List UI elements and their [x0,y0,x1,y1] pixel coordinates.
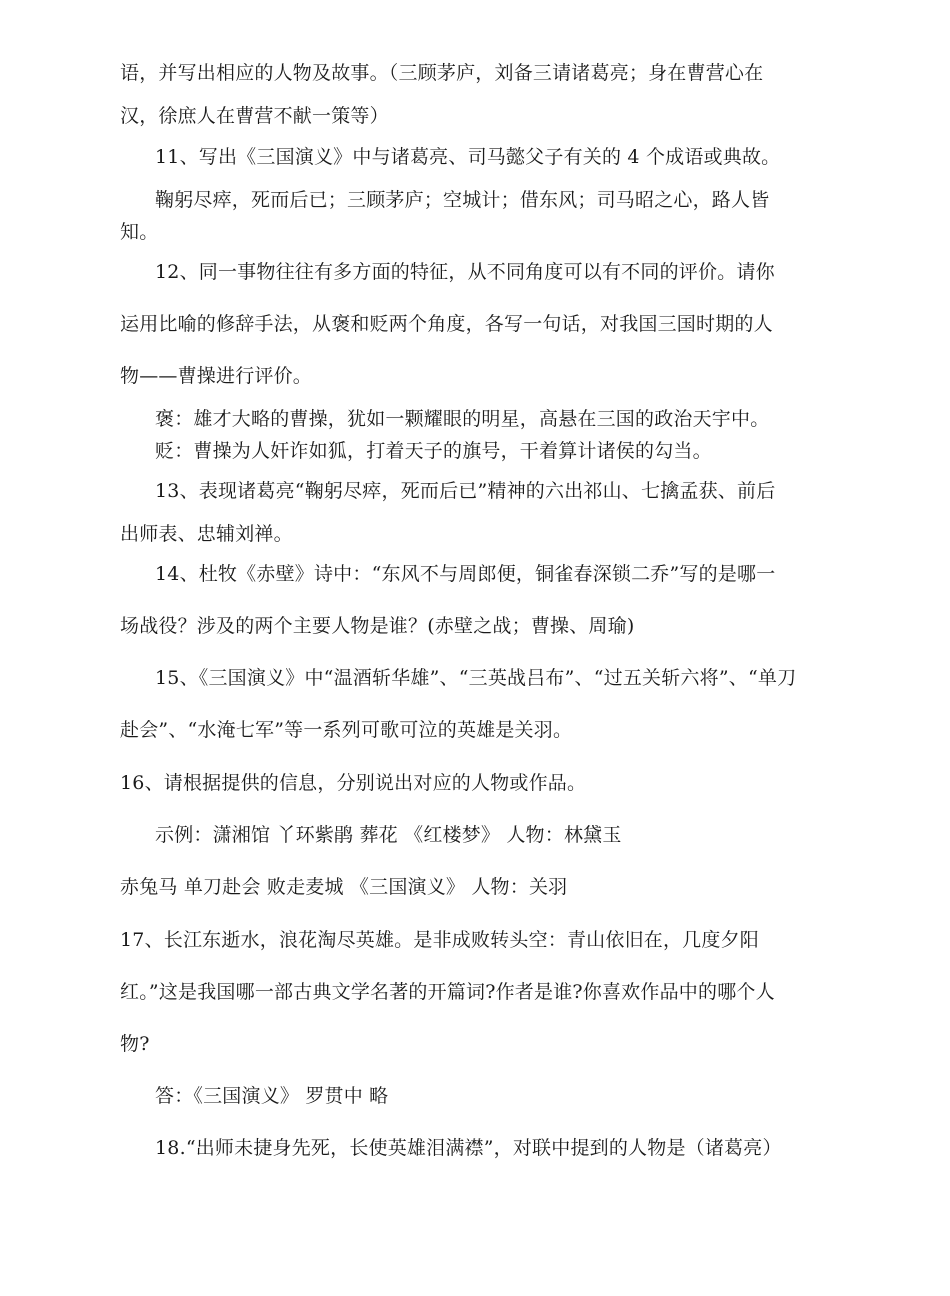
text-line: 场战役？涉及的两个主要人物是谁？(赤壁之战；曹操、周瑜) [120,615,635,637]
text-line: 汉，徐庶人在曹营不献一策等） [120,105,389,127]
text-line: 运用比喻的修辞手法，从褒和贬两个角度，各写一句话，对我国三国时期的人 [120,313,773,335]
question-14: 14、杜牧《赤壁》诗中：“东风不与周郎便，铜雀春深锁二乔”写的是哪一 [155,563,776,585]
answer-16: 赤兔马 单刀赴会 败走麦城 《三国演义》 人物：关羽 [120,876,568,898]
text-line: 物? [120,1033,150,1055]
text-line: 赴会”、“水淹七军”等一系列可歌可泣的英雄是关羽。 [120,719,573,741]
question-16: 16、请根据提供的信息，分别说出对应的人物或作品。 [120,772,587,794]
text-line: 红。”这是我国哪一部古典文学名著的开篇词?作者是谁?你喜欢作品中的哪个人 [120,981,775,1003]
question-18: 18.“出师未捷身先死，长使英雄泪满襟”，对联中提到的人物是（诸葛亮） [155,1137,782,1159]
answer-12-criticism: 贬：曹操为人奸诈如狐，打着天子的旗号，干着算计诸侯的勾当。 [155,440,712,462]
answer-17: 答：《三国演义》 罗贯中 略 [155,1085,389,1107]
text-line: 物——曹操进行评价。 [120,365,313,387]
question-11: 11、写出《三国演义》中与诸葛亮、司马懿父子有关的 4 个成语或典故。 [155,146,781,168]
example-line: 示例：潇湘馆 丫环紫鹃 葬花 《红楼梦》 人物：林黛玉 [155,824,622,846]
question-13: 13、表现诸葛亮“鞠躬尽瘁，死而后已”精神的六出祁山、七擒孟获、前后 [155,480,776,502]
text-line: 知。 [120,221,159,243]
question-15: 15、《三国演义》中“温酒斩华雄”、“三英战吕布”、“过五关斩六将”、“单刀 [155,667,797,689]
question-12: 12、同一事物往往有多方面的特征，从不同角度可以有不同的评价。请你 [155,261,775,283]
question-17: 17、长江东逝水，浪花淘尽英雄。是非成败转头空：青山依旧在，几度夕阳 [120,929,759,951]
answer-12-praise: 褒：雄才大略的曹操，犹如一颗耀眼的明星，高悬在三国的政治天宇中。 [155,408,770,430]
text-line: 语，并写出相应的人物及故事。（三顾茅庐，刘备三请诸葛亮；身在曹营心在 [120,62,764,84]
answer-11: 鞠躬尽瘁，死而后已；三顾茅庐；空城计；借东风；司马昭之心，路人皆 [155,189,770,211]
text-line: 出师表、忠辅刘禅。 [120,523,293,545]
